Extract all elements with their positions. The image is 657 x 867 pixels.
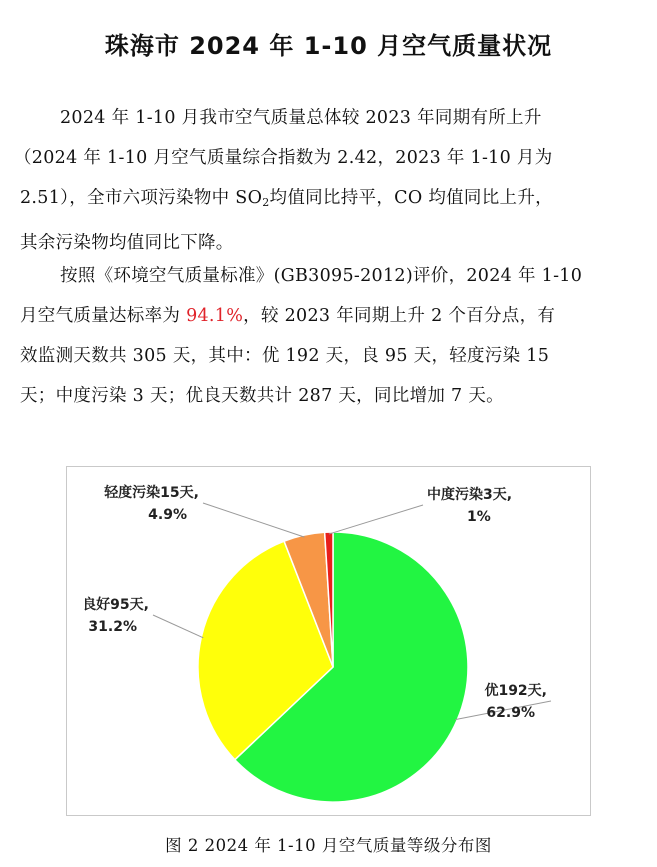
summary-line-2: （2024 年 1-10 月空气质量综合指数为 2.42，2023 年 1-10 月为 bbox=[14, 148, 553, 168]
leader-line-3 bbox=[329, 505, 423, 534]
compliance-line-2 bbox=[20, 296, 638, 336]
slice-name-label-2: 轻度污染15天, bbox=[104, 485, 199, 501]
slice-percent-label-1: 31.2% bbox=[88, 619, 137, 635]
pie-chart-frame bbox=[66, 466, 591, 816]
compliance-line-2b: ，较 2023 年同期上升 2 个百分点，有 bbox=[243, 306, 556, 326]
leader-line-2 bbox=[203, 503, 304, 537]
compliance-line-4: 天；中度污染 3 天；优良天数共计 287 天，同比增加 7 天。 bbox=[20, 386, 504, 406]
paragraph-summary bbox=[14, 98, 638, 263]
figure-caption: 图 2 2024 年 1-10 月空气质量等级分布图 bbox=[165, 836, 492, 855]
compliance-line-3: 效监测天数共 305 天，其中：优 192 天，良 95 天，轻度污染 15 bbox=[20, 346, 550, 366]
slice-label-3 bbox=[427, 486, 512, 525]
slice-label-0 bbox=[484, 682, 547, 721]
summary-line-3b: 均值同比持平，CO 均值同比上升， bbox=[269, 188, 553, 208]
slice-percent-label-3: 1% bbox=[467, 509, 491, 525]
so2-subscript: 2 bbox=[262, 196, 270, 209]
slice-name-label-1: 良好95天, bbox=[82, 597, 149, 613]
slice-percent-label-0: 62.9% bbox=[486, 705, 535, 721]
summary-line-4: 其余污染物均值同比下降。 bbox=[20, 233, 234, 253]
compliance-line-2a: 月空气质量达标率为 bbox=[20, 306, 187, 326]
slice-label-2 bbox=[103, 484, 199, 523]
pie-chart bbox=[67, 467, 590, 815]
paragraph-compliance bbox=[20, 256, 638, 416]
slice-label-1 bbox=[82, 596, 149, 635]
slice-percent-label-2: 4.9% bbox=[148, 507, 187, 523]
summary-line-1: 2024 年 1-10 月我市空气质量总体较 2023 年同期有所上升 bbox=[60, 108, 542, 128]
slice-name-label-3: 中度污染3天, bbox=[427, 487, 513, 503]
leader-line-1 bbox=[153, 615, 203, 638]
compliance-rate-highlight: 94.1% bbox=[186, 306, 244, 326]
slice-name-label-0: 优192天, bbox=[484, 683, 547, 699]
page-title: 珠海市 2024 年 1-10 月空气质量状况 bbox=[104, 32, 553, 60]
summary-line-3 bbox=[20, 178, 638, 223]
summary-line-3a: 2.51），全市六项污染物中 SO bbox=[20, 188, 263, 208]
compliance-line-1: 按照《环境空气质量标准》(GB3095-2012)评价，2024 年 1-10 bbox=[60, 266, 583, 286]
